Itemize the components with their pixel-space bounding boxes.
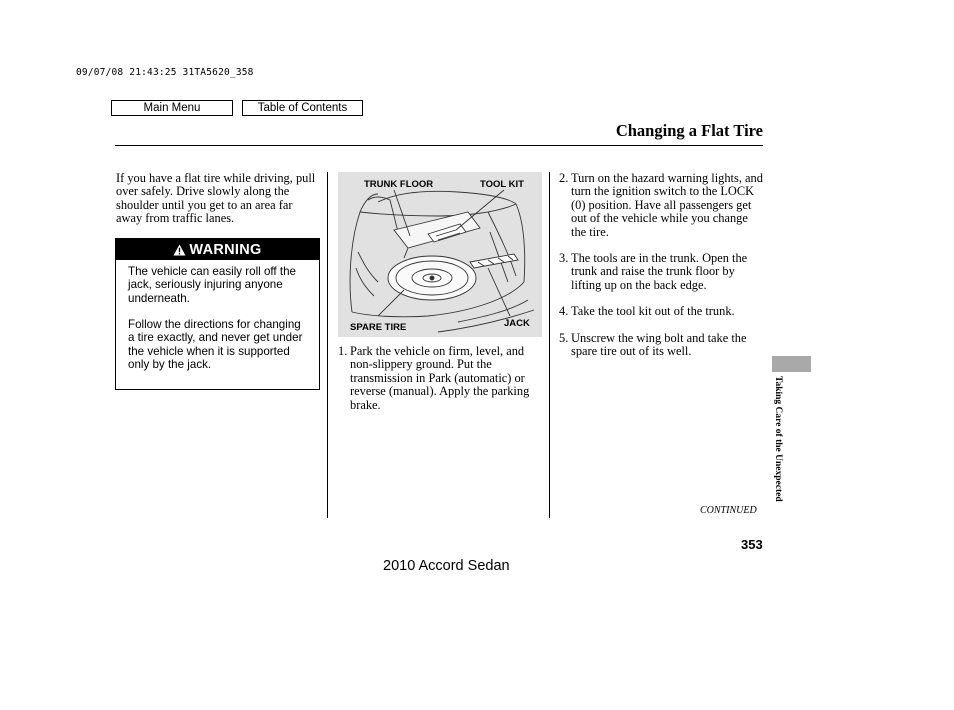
column-divider xyxy=(549,172,550,518)
step-text: Park the vehicle on firm, level, and non-slippery ground. Put the transmission in Park (automatic) or reverse (manual). Apply the parking brake. xyxy=(350,344,530,412)
step-number: 2. xyxy=(559,171,569,185)
jack-label: JACK xyxy=(504,318,530,329)
section-side-label-text: Taking Care of the Unexpected xyxy=(773,376,783,502)
section-side-label xyxy=(771,376,785,531)
continued-note: CONTINUED xyxy=(700,505,757,516)
tool-kit-label: TOOL KIT xyxy=(480,179,524,190)
trunk-illustration xyxy=(338,172,542,337)
warning-paragraph: The vehicle can easily roll off the jack, seriously injuring anyone underneath. xyxy=(128,265,296,305)
warning-header-label: WARNING xyxy=(189,241,262,258)
warning-header xyxy=(116,239,319,260)
section-tab-marker xyxy=(772,356,811,372)
page-number: 353 xyxy=(741,537,763,552)
warning-paragraph: Follow the directions for changing a tire exactly, and never get under the vehicle when it is supported only by the jack. xyxy=(128,318,303,372)
spare-tire-label: SPARE TIRE xyxy=(350,322,407,333)
table-of-contents-button[interactable]: Table of Contents xyxy=(242,100,363,116)
step-text: Turn on the hazard warning lights, and turn the ignition switch to the LOCK (0) position. Have all passengers get out of the vehicle while you change the tire. xyxy=(571,171,763,239)
step-number: 1. xyxy=(338,344,348,358)
footer-model-name: 2010 Accord Sedan xyxy=(383,558,510,574)
step-number: 3. xyxy=(559,251,569,265)
step-text: Unscrew the wing bolt and take the spare tire out of its well. xyxy=(571,331,747,359)
step-text: The tools are in the trunk. Open the trunk and raise the trunk floor by lifting up on the back edge. xyxy=(571,251,748,292)
warning-box xyxy=(115,238,320,390)
page-title: Changing a Flat Tire xyxy=(615,121,763,140)
column-divider xyxy=(327,172,328,518)
intro-paragraph: If you have a flat tire while driving, pull over safely. Drive slowly along the shoulder until you get to an area far away from traffic lanes. xyxy=(116,171,316,226)
trunk-floor-label: TRUNK FLOOR xyxy=(364,179,434,190)
warning-triangle-icon xyxy=(173,244,186,256)
title-divider xyxy=(115,145,763,146)
step-number: 5. xyxy=(559,331,569,345)
step-text: Take the tool kit out of the trunk. xyxy=(571,304,735,318)
print-timestamp: 09/07/08 21:43:25 31TA5620_358 xyxy=(76,67,254,78)
step-number: 4. xyxy=(559,304,569,318)
main-menu-button[interactable]: Main Menu xyxy=(111,100,233,116)
